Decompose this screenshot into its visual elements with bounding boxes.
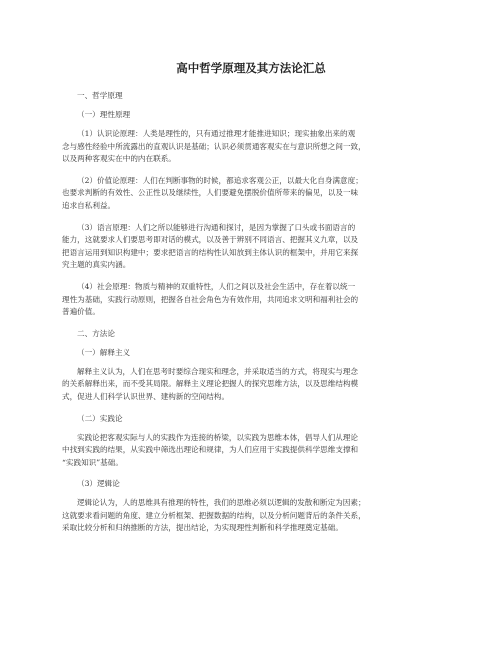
paragraph-line: 追求自私利益。 [62,200,116,210]
paragraph-line: “实践知识”基础。 [62,457,123,467]
subsection-heading: （二）实践论 [77,413,123,423]
paragraph-line: 式，促进人们科学认识世界、建构新的空间结构。 [62,391,230,401]
section-heading: 二、方法论 [77,328,115,338]
paragraph-line: 念与感性经验中所流露出的直观认识是基础；认识必须贯通客观实在与意识所想之间一致， [62,141,366,151]
paragraph-line: 逻辑论认为，人的思维具有推理的特性，我们的思维必须以逻辑的发散和断定为因素； [77,498,366,508]
paragraph-line: 把语言运用到知识构建中；要求把语言的结构性认知放到主体认识的框架中，并用它来探 [62,247,359,257]
paragraph-line: （1）认识论原理：人类是理性的，只有通过推理才能推进知识；现实抽象出来的观 [77,129,356,138]
paragraph-line: （2）价值论原理：人们在判断事物的时候，都追求客观公正，以最大化自身满意度； [77,175,363,185]
paragraph-line: 理性为基础，实践行动原则，把握各自社会角色为有效作用，共同追求文明和福利社会的 [62,294,359,304]
paragraph-line: 普遍价值。 [62,307,100,317]
paragraph-line: （3）语言原理：人们之所以能够进行沟通和探讨，是因为掌握了口头或书面语言的 [77,222,356,232]
paragraph [62,128,440,166]
paragraph [62,366,440,404]
document-body [62,90,440,535]
paragraph-line: 这就要求看问题的角度、建立分析框架、把握数据的结构，以及分析问题背后的条件关系， [62,510,366,520]
paragraph-line: 能力，这就要求人们要思考即对话的模式，以及善于辨别不同语言、把握其义九章，以及 [62,235,359,245]
paragraph [62,432,440,470]
paragraph-line: 解释主义认为，人们在思考时要综合现实和理念，并采取适当的方式，将现实与理念 [77,366,358,376]
page-title: 高中哲学原理及其方法论汇总 [176,61,326,75]
paragraph-line: 以及两种客观实在中的内在联系。 [62,154,176,164]
subsection-heading: （一）解释主义 [77,347,131,357]
paragraph-line: 采取比较分析和归纳推断的方法，提出结论，为实现理性判断和科学推理奠定基础。 [62,523,343,533]
paragraph-line: 也要求判断的有效性、公正性以及继续性，人们要避免摆脱价值所带来的偏见，以及一味 [62,188,359,198]
subsection-heading: （一）理性原理 [77,110,131,119]
paragraph [62,281,440,319]
paragraph-line: 中找到实践的结果，从实践中筛选出理论和规律，为人们应用于实践提供科学思维支撑和 [62,445,359,455]
subsection-heading: （3）逻辑论 [77,479,120,489]
paragraph-line: 究主题的真实内涵。 [62,260,131,270]
paragraph [62,222,440,272]
paragraph-line: 的关系解释出来，而不受其局限。解释主义理论把握人的探究思维方法，以及思维结构模 [62,379,359,389]
paragraph-line: 实践论把客观实际与人的实践作为连接的桥梁，以实践为思维本体，倡导人们从理论 [77,432,358,442]
paragraph-line: （4）社会原理：物质与精神的双重特性，人们之间以及社会生活中，存在着以统一 [77,281,356,291]
paragraph [62,175,440,213]
paragraph [62,497,440,535]
section-heading: 一、哲学原理 [77,91,123,100]
